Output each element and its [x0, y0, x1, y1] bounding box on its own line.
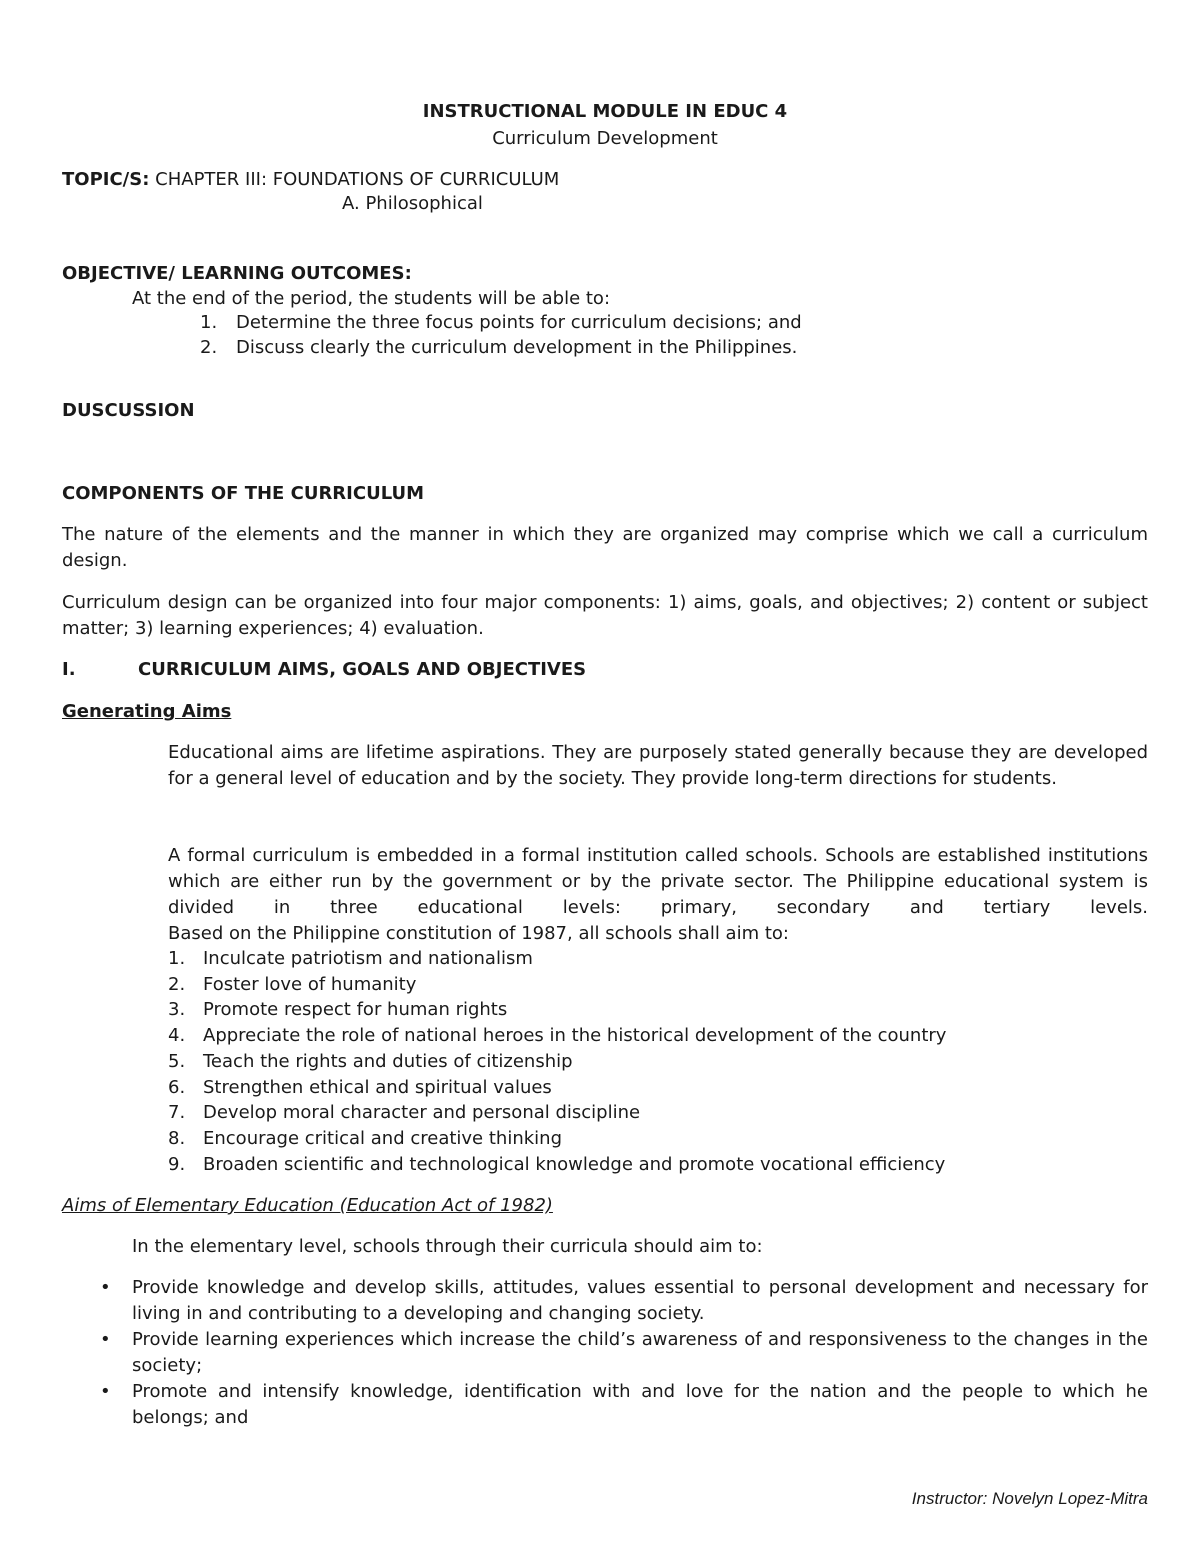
components-heading: COMPONENTS OF THE CURRICULUM	[62, 483, 425, 504]
generating-aims-heading: Generating Aims	[62, 701, 232, 722]
constitution-aims-list	[168, 946, 1148, 1177]
module-subtitle: Curriculum Development	[492, 128, 718, 149]
list-item	[100, 1275, 1148, 1327]
section-1-title: CURRICULUM AIMS, GOALS AND OBJECTIVES	[138, 659, 587, 680]
list-item-number: 6.	[168, 1076, 186, 1098]
list-item-text: Appreciate the role of national heroes in the historical development of the country	[203, 1025, 947, 1047]
list-item	[168, 1049, 1148, 1075]
elementary-aims-intro: In the elementary level, schools through their curricula should aim to:	[132, 1236, 763, 1257]
components-paragraph-2: Curriculum design can be organized into four major components: 1) aims, goals, and objectives; 2) content or subject matter; 3) learning experiences; 4) evaluation.	[62, 592, 1148, 639]
list-item	[168, 972, 1148, 998]
generating-aims-paragraph-2: A formal curriculum is embedded in a formal institution called schools. Schools are established institutions which are either run by the government or by the private sector. The Philippine educational system is divided in three educational levels: primary, secondary and tertiary levels.	[168, 845, 1148, 918]
list-item-text: Promote respect for human rights	[203, 999, 508, 1021]
bullet-icon: •	[100, 1277, 111, 1298]
objectives-heading: OBJECTIVE/ LEARNING OUTCOMES:	[62, 263, 412, 284]
topic-sub: A. Philosophical	[342, 193, 483, 214]
list-item-number: 2.	[168, 973, 186, 995]
list-item-number: 9.	[168, 1153, 186, 1175]
objective-text: Discuss clearly the curriculum development in the Philippines.	[236, 337, 798, 358]
list-item	[168, 997, 1148, 1023]
objective-num: 2.	[200, 337, 218, 358]
list-item-text: Strengthen ethical and spiritual values	[203, 1076, 552, 1098]
objectives-intro: At the end of the period, the students will be able to:	[132, 288, 611, 309]
list-item-text: Develop moral character and personal discipline	[203, 1102, 641, 1124]
objective-item-1	[200, 310, 802, 336]
objective-text: Determine the three focus points for curriculum decisions; and	[236, 312, 802, 333]
module-title: INSTRUCTIONAL MODULE IN EDUC 4	[422, 101, 788, 122]
list-item	[100, 1327, 1148, 1379]
list-item-number: 4.	[168, 1025, 186, 1047]
list-item-text: Promote and intensify knowledge, identification with and love for the nation and the people to which he belongs; and	[132, 1381, 1148, 1428]
elementary-aims-heading: Aims of Elementary Education (Education Act of 1982)	[62, 1195, 553, 1216]
list-item-text: Provide learning experiences which increase the child’s awareness of and responsiveness to the changes in the society;	[132, 1329, 1148, 1376]
list-item	[168, 1126, 1148, 1152]
section-1-number: I.	[62, 659, 76, 680]
objective-item-2	[200, 335, 798, 361]
topic-value: CHAPTER III: FOUNDATIONS OF CURRICULUM	[155, 169, 560, 190]
list-item-text: Broaden scientific and technological knowledge and promote vocational efficiency	[203, 1153, 946, 1175]
bullet-icon: •	[100, 1329, 111, 1350]
list-item	[100, 1379, 1148, 1431]
list-item-text: Provide knowledge and develop skills, attitudes, values essential to personal development and necessary for living in and contributing to a developing and changing society.	[132, 1277, 1148, 1324]
list-item	[168, 1023, 1148, 1049]
list-item	[168, 1152, 1148, 1178]
list-item	[168, 946, 1148, 972]
list-item	[168, 1075, 1148, 1101]
list-item-number: 5.	[168, 1050, 186, 1072]
list-item-number: 8.	[168, 1127, 186, 1149]
generating-aims-paragraph-1: Educational aims are lifetime aspirations. They are purposely stated generally because they are developed for a general level of education and by the society. They provide long-term directions for students.	[168, 742, 1148, 789]
list-item-text: Inculcate patriotism and nationalism	[203, 948, 533, 969]
section-1-heading	[62, 657, 587, 683]
components-paragraph-1: The nature of the elements and the manner in which they are organized may comprise which we call a curriculum design.	[62, 524, 1148, 571]
bullet-icon: •	[100, 1381, 111, 1402]
list-item-number: 1.	[168, 948, 186, 969]
topic-label: TOPIC/S:	[62, 169, 150, 190]
topic-line	[62, 167, 559, 193]
discussion-heading: DUSCUSSION	[62, 400, 195, 421]
objective-num: 1.	[200, 312, 218, 333]
list-item	[168, 1100, 1148, 1126]
list-item-number: 7.	[168, 1102, 186, 1124]
list-item-text: Teach the rights and duties of citizenship	[203, 1050, 573, 1072]
list-item-text: Foster love of humanity	[203, 973, 417, 995]
generating-aims-list-intro: Based on the Philippine constitution of 1987, all schools shall aim to:	[168, 923, 789, 944]
list-item-text: Encourage critical and creative thinking	[203, 1127, 562, 1149]
list-item-number: 3.	[168, 999, 186, 1021]
instructor-footer: Instructor: Novelyn Lopez-Mitra	[911, 1489, 1148, 1508]
elementary-aims-list	[100, 1275, 1148, 1431]
